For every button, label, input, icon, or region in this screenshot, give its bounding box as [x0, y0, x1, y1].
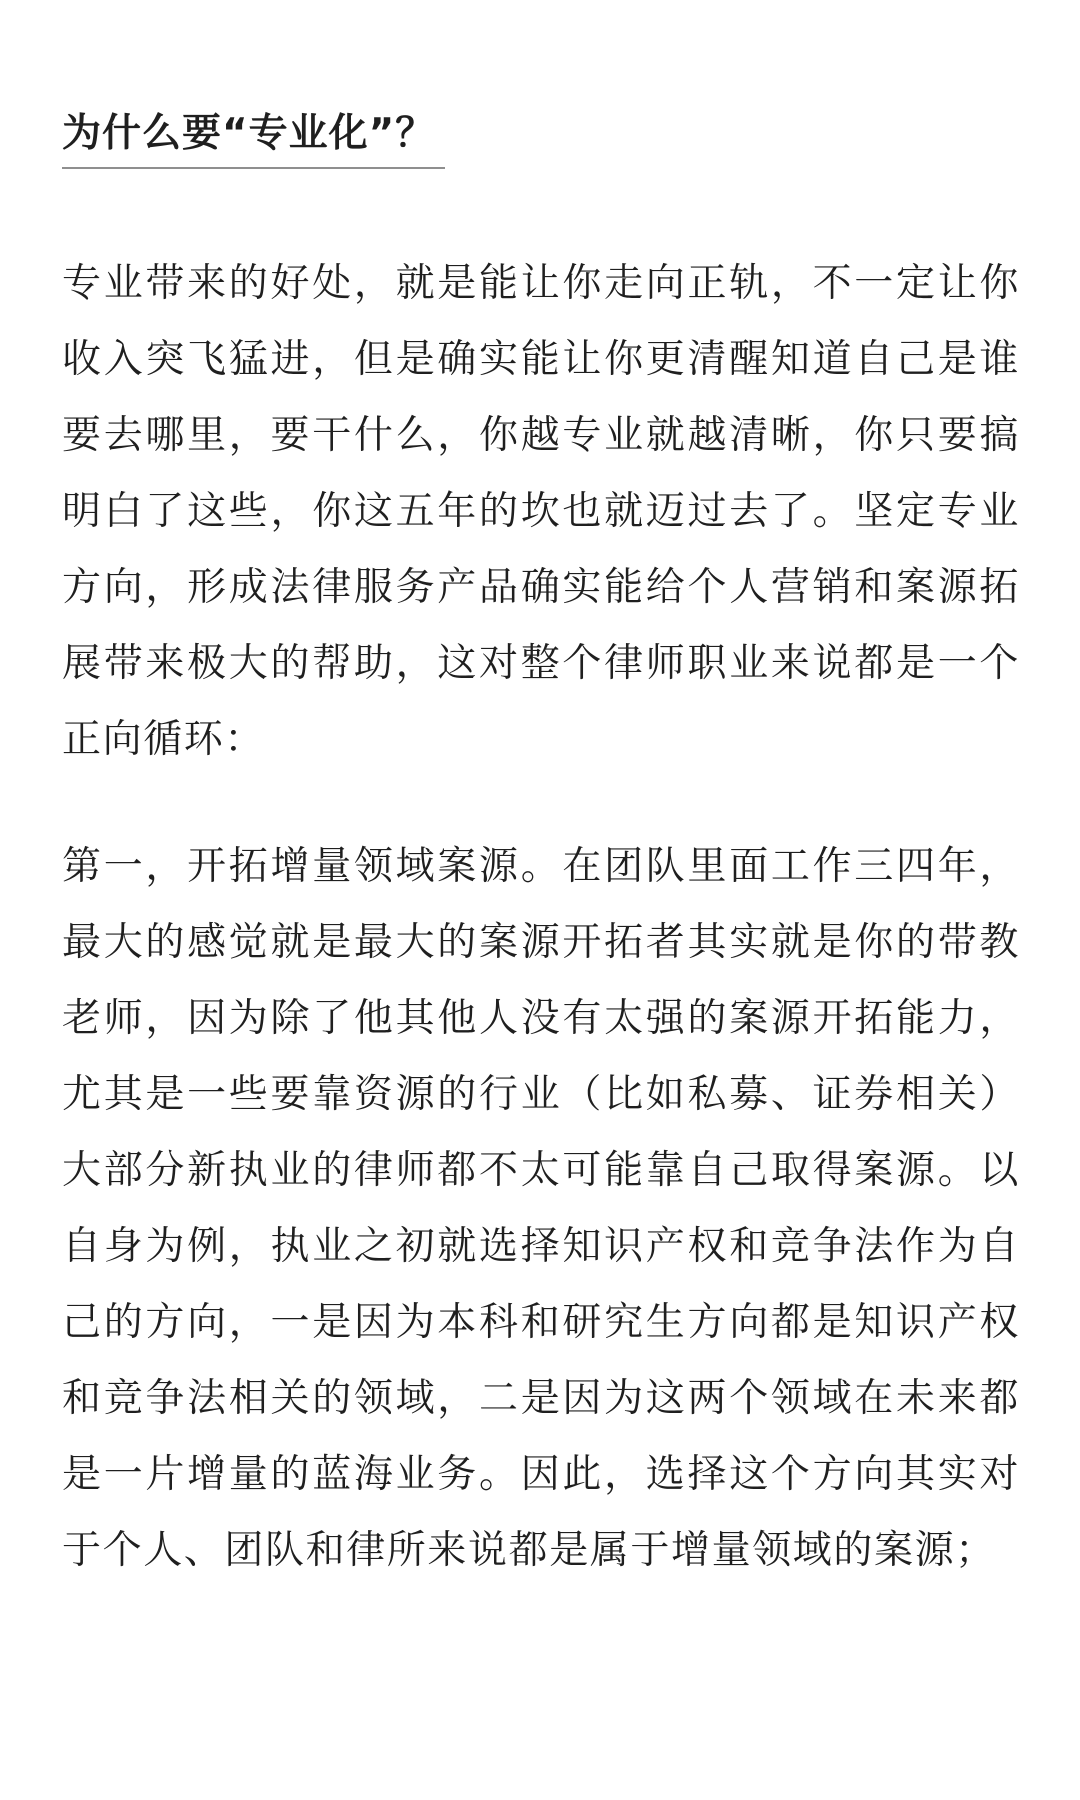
section-heading: 为什么要“专业化”？ [62, 110, 445, 169]
paragraph-professional-benefits: 专业带来的好处，就是能让你走向正轨，不一定让你收入突飞猛进，但是确实能让你更清醒知道自己是谁要去哪里，要干什么，你越专业就越清晰，你只要搞明白了这些，你这五年的坎也就迈过去了。坚定专业方向，形成法律服务产品确实能给个人营销和案源拓展带来极大的帮助，这对整个律师职业来说都是一个正向循环： [62, 261, 1020, 762]
paragraph-first-point: 第一，开拓增量领域案源。在团队里面工作三四年，最大的感觉就是最大的案源开拓者其实就是你的带教老师，因为除了他其他人没有太强的案源开拓能力，尤其是一些要靠资源的行业（比如私募、证券相关）大部分新执业的律师都不太可能靠自己取得案源。以自身为例，执业之初就选择知识产权和竞争法作为自己的方向，一是因为本科和研究生方向都是知识产权和竞争法相关的领域，二是因为这两个领域在未来都是一片增量的蓝海业务。因此，选择这个方向其实对于个人、团队和律所来说都是属于增量领域的案源； [62, 844, 1020, 1573]
